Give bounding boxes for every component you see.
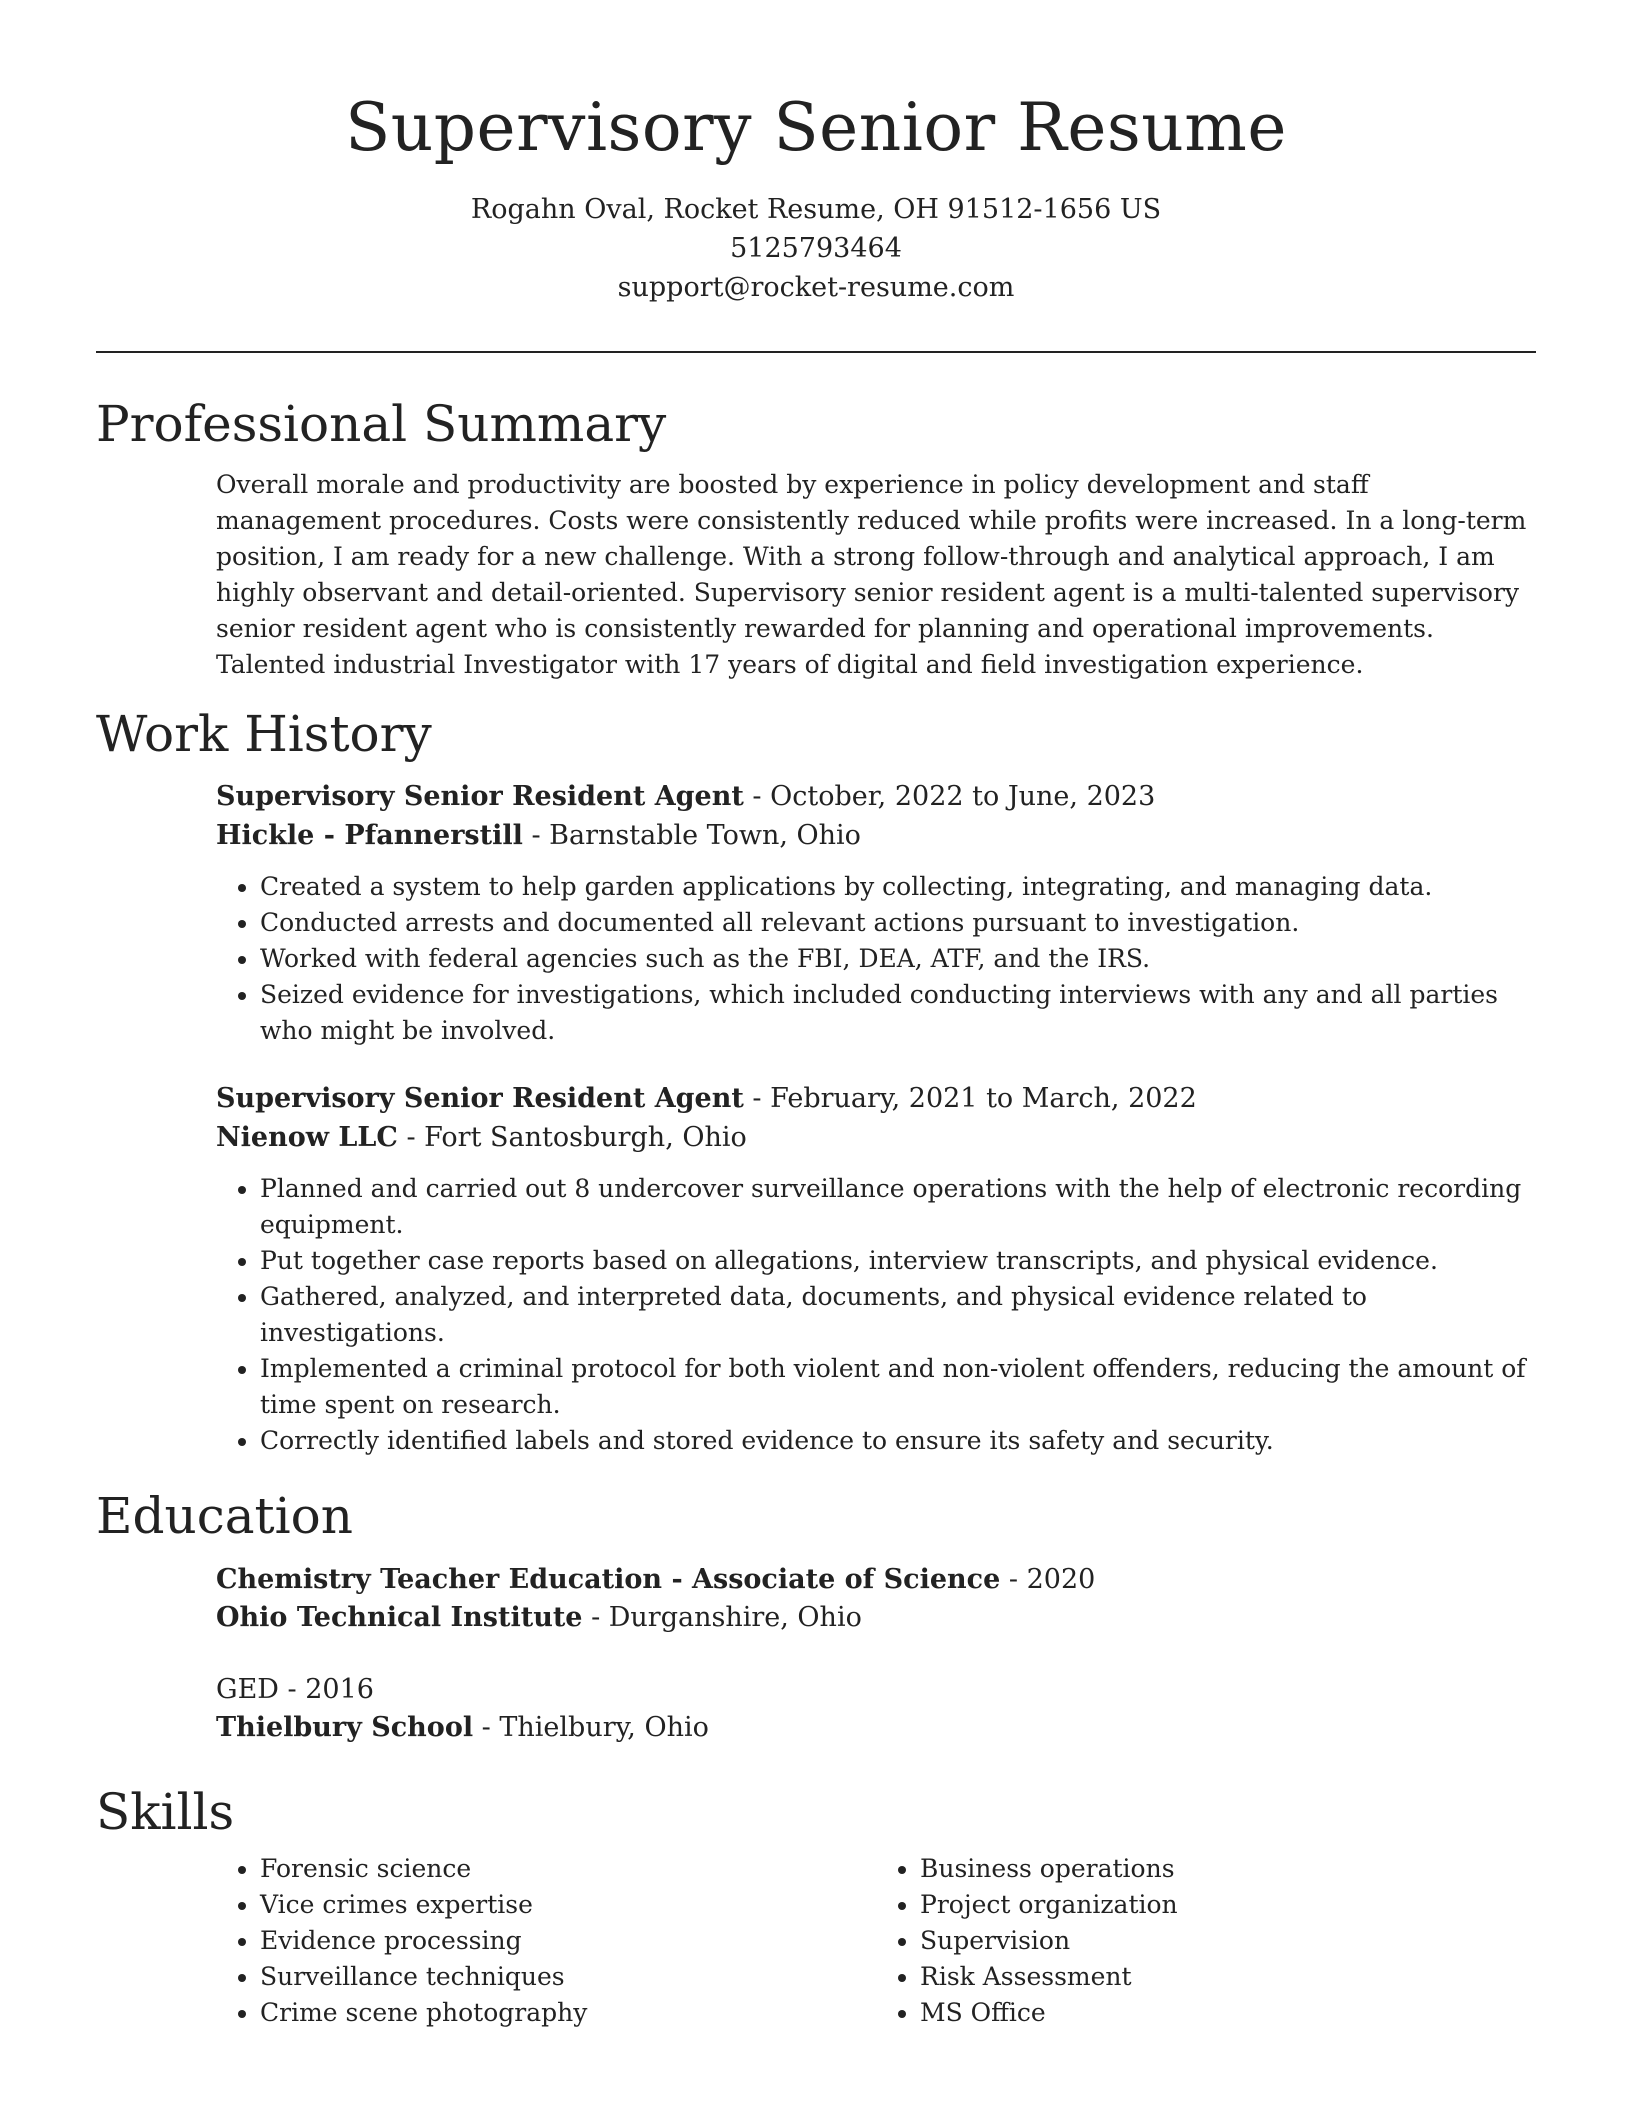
education-school: Thielbury School: [216, 1712, 474, 1743]
skill-item: • Vice crimes expertise: [260, 1887, 876, 1923]
skill-item: • Business operations: [920, 1851, 1536, 1887]
job-title-line: [216, 777, 1536, 816]
job-entry: [216, 1079, 1536, 1459]
skills-body: [216, 1851, 1536, 2031]
contact-email: support@rocket-resume.com: [617, 272, 1015, 303]
education-location: - Thielbury, Ohio: [473, 1712, 709, 1743]
contact-info: [96, 190, 1536, 307]
job-bullet: • Created a system to help garden applications by collecting, integrating, and managing data.: [260, 869, 1536, 905]
job-title-line: [216, 1079, 1536, 1118]
skills-column-left: [216, 1851, 876, 2031]
job-bullets: [216, 1171, 1536, 1459]
resume-header: [96, 0, 1536, 307]
education-location: - Durganshire, Ohio: [582, 1602, 862, 1633]
work-history-section: [96, 703, 1536, 1459]
skill-item: • Supervision: [920, 1923, 1536, 1959]
education-school-line: [216, 1709, 1536, 1747]
skill-item: • Forensic science: [260, 1851, 876, 1887]
job-bullet: • Gathered, analyzed, and interpreted data, documents, and physical evidence related to investigations.: [260, 1279, 1536, 1351]
summary-section: [96, 393, 1536, 683]
job-bullet: • Planned and carried out 8 undercover surveillance operations with the help of electronic recording equipment.: [260, 1171, 1536, 1243]
education-degree: Chemistry Teacher Education - Associate of Science: [216, 1564, 1001, 1595]
education-degree-line: [216, 1671, 1536, 1709]
education-entry: [216, 1561, 1536, 1637]
skill-item: • Crime scene photography: [260, 1995, 876, 2031]
job-bullet: • Conducted arrests and documented all relevant actions pursuant to investigation.: [260, 905, 1536, 941]
work-history-heading: Work History: [96, 705, 432, 763]
job-bullet: • Correctly identified labels and stored evidence to ensure its safety and security.: [260, 1423, 1536, 1459]
education-degree-line: [216, 1561, 1536, 1599]
education-school-line: [216, 1599, 1536, 1637]
header-divider: [96, 351, 1536, 353]
education-year: GED - 2016: [216, 1674, 374, 1705]
job-bullet: • Implemented a criminal protocol for both violent and non-violent offenders, reducing the amount of time spent on research.: [260, 1351, 1536, 1423]
contact-phone: 5125793464: [730, 233, 902, 264]
summary-heading: Professional Summary: [96, 395, 667, 453]
job-entry: [216, 777, 1536, 1049]
work-history-body: [216, 777, 1536, 1459]
job-bullets: [216, 869, 1536, 1049]
education-heading: Education: [96, 1487, 353, 1545]
education-section: [96, 1485, 1536, 1747]
job-title: Supervisory Senior Resident Agent: [216, 781, 744, 812]
job-bullet: • Seized evidence for investigations, which included conducting interviews with any and all parties who might be involved.: [260, 977, 1536, 1049]
skill-item: • MS Office: [920, 1995, 1536, 2031]
skills-column-right: [876, 1851, 1536, 2031]
education-year: - 2020: [1000, 1564, 1096, 1595]
skills-grid: [216, 1851, 1536, 2031]
resume-page: [96, 0, 1536, 2031]
skill-item: • Surveillance techniques: [260, 1959, 876, 1995]
job-dates: - February, 2021 to March, 2022: [743, 1083, 1197, 1114]
job-location: - Fort Santosburgh, Ohio: [397, 1122, 747, 1153]
skill-item: • Risk Assessment: [920, 1959, 1536, 1995]
job-title: Supervisory Senior Resident Agent: [216, 1083, 744, 1114]
job-bullet: • Worked with federal agencies such as the FBI, DEA, ATF, and the IRS.: [260, 941, 1536, 977]
job-dates: - October, 2022 to June, 2023: [743, 781, 1156, 812]
contact-address: Rogahn Oval, Rocket Resume, OH 91512-1656 US: [470, 194, 1162, 225]
education-school: Ohio Technical Institute: [216, 1602, 583, 1633]
job-company: Hickle - Pfannerstill: [216, 820, 523, 851]
skills-section: [96, 1781, 1536, 2031]
education-entry: [216, 1671, 1536, 1747]
job-bullet: • Put together case reports based on allegations, interview transcripts, and physical evidence.: [260, 1243, 1536, 1279]
resume-title: Supervisory Senior Resume: [345, 89, 1287, 166]
skill-item: • Project organization: [920, 1887, 1536, 1923]
education-body: [216, 1561, 1536, 1747]
job-company-line: [216, 816, 1536, 855]
skills-heading: Skills: [96, 1783, 235, 1841]
job-company: Nienow LLC: [216, 1122, 398, 1153]
job-location: - Barnstable Town, Ohio: [522, 820, 861, 851]
summary-text: Overall morale and productivity are boosted by experience in policy development and staff management procedures. Costs were consistently reduced while profits were increased. In a long-term position, I am ready for a new challenge. With a strong follow-through and analytical approach, I am highly observant and detail-oriented. Supervisory senior resident agent is a multi-talented supervisory senior resident agent who is consistently rewarded for planning and operational improvements. Talented industrial Investigator with 17 years of digital and field investigation experience.: [216, 470, 1527, 679]
job-company-line: [216, 1118, 1536, 1157]
skill-item: • Evidence processing: [260, 1923, 876, 1959]
